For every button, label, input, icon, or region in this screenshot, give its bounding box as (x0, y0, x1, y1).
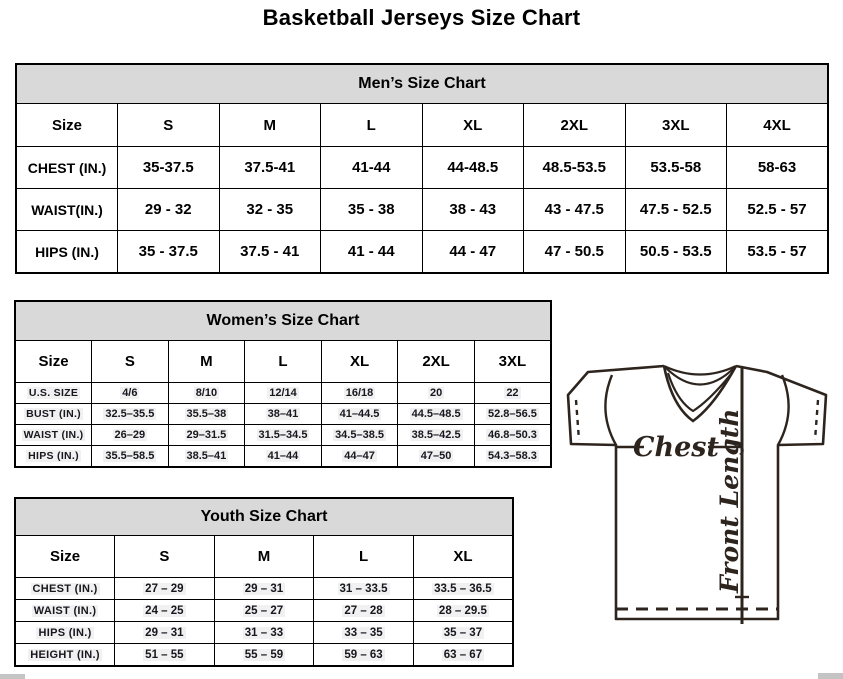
value-cell (168, 404, 245, 425)
table-row (16, 231, 828, 274)
row-label-text: WAIST (IN.) (23, 429, 84, 441)
value-text: 12/14 (269, 387, 297, 399)
value-text: 47 - 50.5 (544, 243, 604, 260)
row-label-text: HIPS (IN.) (35, 243, 99, 260)
row-label-cell (15, 578, 115, 600)
row-label-text: BUST (IN.) (26, 408, 81, 420)
value-cell (314, 644, 414, 667)
value-text: 41-44 (352, 159, 391, 176)
size-header-cell: M (219, 104, 321, 147)
value-cell (219, 147, 321, 189)
value-text: 51 – 55 (145, 648, 184, 661)
value-cell (321, 231, 423, 274)
value-cell (214, 644, 314, 667)
value-cell (398, 383, 475, 404)
value-cell (398, 446, 475, 468)
value-cell (398, 425, 475, 446)
value-text: 20 (429, 387, 443, 399)
value-text: 31.5–34.5 (258, 429, 308, 441)
value-text: 52.8–56.5 (487, 408, 537, 420)
value-cell (314, 578, 414, 600)
value-cell (314, 600, 414, 622)
size-header-cell: S (115, 536, 215, 578)
value-cell (321, 189, 423, 231)
value-cell (115, 600, 215, 622)
value-cell (168, 425, 245, 446)
value-text: 29–31.5 (186, 429, 227, 441)
row-label-cell (15, 644, 115, 667)
youth-size-table (14, 497, 514, 667)
value-text: 16/18 (345, 387, 374, 399)
row-label-text: WAIST(IN.) (31, 201, 103, 218)
value-text: 32 - 35 (246, 201, 294, 218)
value-cell (413, 578, 513, 600)
size-header-cell: L (314, 536, 414, 578)
value-cell (474, 446, 551, 468)
value-cell (92, 446, 169, 468)
value-cell (115, 622, 215, 644)
womens-size-table (14, 300, 552, 468)
size-header-label: Size (15, 341, 92, 383)
value-text: 47–50 (420, 450, 452, 462)
value-text: 8/10 (195, 387, 218, 399)
value-text: 29 – 31 (244, 582, 284, 595)
value-text: 27 – 29 (145, 582, 184, 595)
size-header-cell: XL (321, 341, 398, 383)
value-text: 32.5–35.5 (105, 408, 155, 420)
mens-size-table (15, 63, 829, 274)
value-cell (214, 600, 314, 622)
value-cell (625, 147, 727, 189)
chest-label: Chest (633, 432, 719, 463)
value-text: 4/6 (122, 387, 138, 399)
value-text: 37.5 - 41 (240, 243, 300, 260)
row-label-cell (15, 600, 115, 622)
value-text: 27 – 28 (344, 604, 383, 617)
value-cell (321, 383, 398, 404)
value-cell (118, 189, 220, 231)
value-cell (245, 425, 322, 446)
value-cell (524, 231, 626, 274)
value-text: 46.8–50.3 (487, 429, 537, 441)
table-title: Women’s Size Chart (15, 301, 551, 341)
table-row (15, 578, 513, 600)
row-label-text: HEIGHT (IN.) (30, 648, 100, 661)
row-label-text: CHEST (IN.) (27, 159, 107, 176)
size-header-cell: 2XL (398, 341, 475, 383)
value-text: 24 – 25 (145, 604, 184, 617)
value-text: 55 – 59 (244, 648, 284, 661)
value-text: 41–44 (267, 450, 299, 462)
row-label-text: HIPS (IN.) (38, 626, 92, 639)
value-text: 35-37.5 (142, 159, 194, 176)
corner-artifact-right (818, 673, 843, 679)
value-cell (422, 231, 524, 274)
size-header-label: Size (15, 536, 115, 578)
value-text: 35 - 37.5 (138, 243, 198, 260)
size-header-cell: 3XL (474, 341, 551, 383)
value-text: 35 - 38 (347, 201, 395, 218)
size-header-cell: S (118, 104, 220, 147)
row-label-cell (15, 622, 115, 644)
value-text: 44–47 (344, 450, 375, 462)
value-text: 53.5-58 (650, 159, 702, 176)
value-text: 44-48.5 (447, 159, 499, 176)
value-cell (422, 189, 524, 231)
row-label-cell (16, 231, 118, 274)
value-cell (219, 231, 321, 274)
value-text: 34.5–38.5 (335, 429, 384, 441)
value-text: 33.5 – 36.5 (434, 582, 492, 595)
value-text: 22 (506, 387, 519, 399)
value-text: 38–41 (267, 408, 299, 420)
value-text: 33 – 35 (344, 626, 383, 639)
value-text: 54.3–58.3 (487, 450, 537, 462)
value-cell (321, 147, 423, 189)
row-label-text: U.S. SIZE (28, 387, 79, 399)
value-text: 29 – 31 (145, 626, 184, 639)
table-row (15, 425, 551, 446)
value-text: 25 – 27 (244, 604, 284, 617)
row-label-cell (15, 446, 92, 468)
value-text: 44.5–48.5 (411, 408, 461, 420)
value-cell (398, 404, 475, 425)
value-cell (413, 600, 513, 622)
value-cell (118, 147, 220, 189)
value-cell (524, 147, 626, 189)
value-cell (422, 147, 524, 189)
row-label-cell (15, 383, 92, 404)
value-cell (413, 622, 513, 644)
value-text: 38.5–42.5 (411, 429, 461, 441)
value-cell (245, 383, 322, 404)
value-cell (474, 425, 551, 446)
value-text: 38 - 43 (449, 201, 497, 218)
value-cell (168, 383, 245, 404)
size-header-cell: L (245, 341, 322, 383)
row-label-cell (16, 147, 118, 189)
value-text: 28 – 29.5 (438, 604, 487, 617)
value-cell (214, 578, 314, 600)
value-cell (168, 446, 245, 468)
value-cell (474, 404, 551, 425)
size-header-cell: XL (422, 104, 524, 147)
value-cell (245, 446, 322, 468)
row-label-cell (15, 404, 92, 425)
size-header-cell: 4XL (727, 104, 829, 147)
value-cell (92, 425, 169, 446)
size-header-cell: L (321, 104, 423, 147)
value-text: 35.5–38 (186, 408, 227, 420)
table-row (15, 622, 513, 644)
row-label-cell (16, 189, 118, 231)
jersey-measurement-diagram (552, 345, 842, 630)
size-header-cell: M (168, 341, 245, 383)
value-text: 59 – 63 (344, 648, 383, 661)
value-text: 63 – 67 (443, 648, 483, 661)
value-text: 31 – 33 (244, 626, 284, 639)
jersey-outline (568, 366, 826, 619)
size-header-cell: 3XL (625, 104, 727, 147)
value-text: 29 - 32 (144, 201, 192, 218)
row-label-text: WAIST (IN.) (33, 604, 97, 617)
table-row (15, 644, 513, 667)
value-text: 31 – 33.5 (339, 582, 388, 595)
value-cell (727, 147, 829, 189)
value-cell (727, 189, 829, 231)
table-row (15, 404, 551, 425)
table-row (16, 147, 828, 189)
value-cell (92, 404, 169, 425)
value-text: 26–29 (114, 429, 146, 441)
size-header-cell: M (214, 536, 314, 578)
value-text: 41–44.5 (339, 408, 380, 420)
front-length-label: Front Length (715, 408, 744, 593)
value-cell (92, 383, 169, 404)
value-cell (321, 404, 398, 425)
value-text: 41 - 44 (347, 243, 395, 260)
value-text: 48.5-53.5 (542, 159, 606, 176)
value-text: 50.5 - 53.5 (639, 243, 712, 260)
value-cell (625, 189, 727, 231)
value-text: 37.5-41 (244, 159, 296, 176)
value-text: 43 - 47.5 (544, 201, 604, 218)
value-cell (524, 189, 626, 231)
value-cell (214, 622, 314, 644)
value-cell (245, 404, 322, 425)
value-text: 58-63 (757, 159, 797, 176)
value-cell (625, 231, 727, 274)
value-text: 35.5–58.5 (105, 450, 155, 462)
value-cell (474, 383, 551, 404)
value-text: 52.5 - 57 (747, 201, 807, 218)
value-cell (727, 231, 829, 274)
value-cell (321, 446, 398, 468)
table-row (15, 383, 551, 404)
value-cell (321, 425, 398, 446)
value-text: 44 - 47 (449, 243, 497, 260)
page-title: Basketball Jerseys Size Chart (262, 5, 581, 30)
value-text: 53.5 - 57 (747, 243, 807, 260)
value-cell (115, 644, 215, 667)
size-header-cell: XL (413, 536, 513, 578)
value-cell (413, 644, 513, 667)
row-label-text: CHEST (IN.) (32, 582, 98, 595)
value-text: 35 – 37 (443, 626, 483, 639)
value-cell (219, 189, 321, 231)
value-text: 38.5–41 (186, 450, 227, 462)
value-cell (118, 231, 220, 274)
value-cell (115, 578, 215, 600)
value-text: 47.5 - 52.5 (639, 201, 712, 218)
table-row (15, 600, 513, 622)
table-title: Men’s Size Chart (16, 64, 828, 104)
size-header-cell: 2XL (524, 104, 626, 147)
value-cell (314, 622, 414, 644)
row-label-cell (15, 425, 92, 446)
size-header-cell: S (92, 341, 169, 383)
corner-artifact-left (0, 674, 25, 679)
table-row (16, 189, 828, 231)
row-label-text: HIPS (IN.) (28, 450, 79, 462)
size-header-label: Size (16, 104, 118, 147)
table-row (15, 446, 551, 468)
table-title: Youth Size Chart (15, 498, 513, 536)
